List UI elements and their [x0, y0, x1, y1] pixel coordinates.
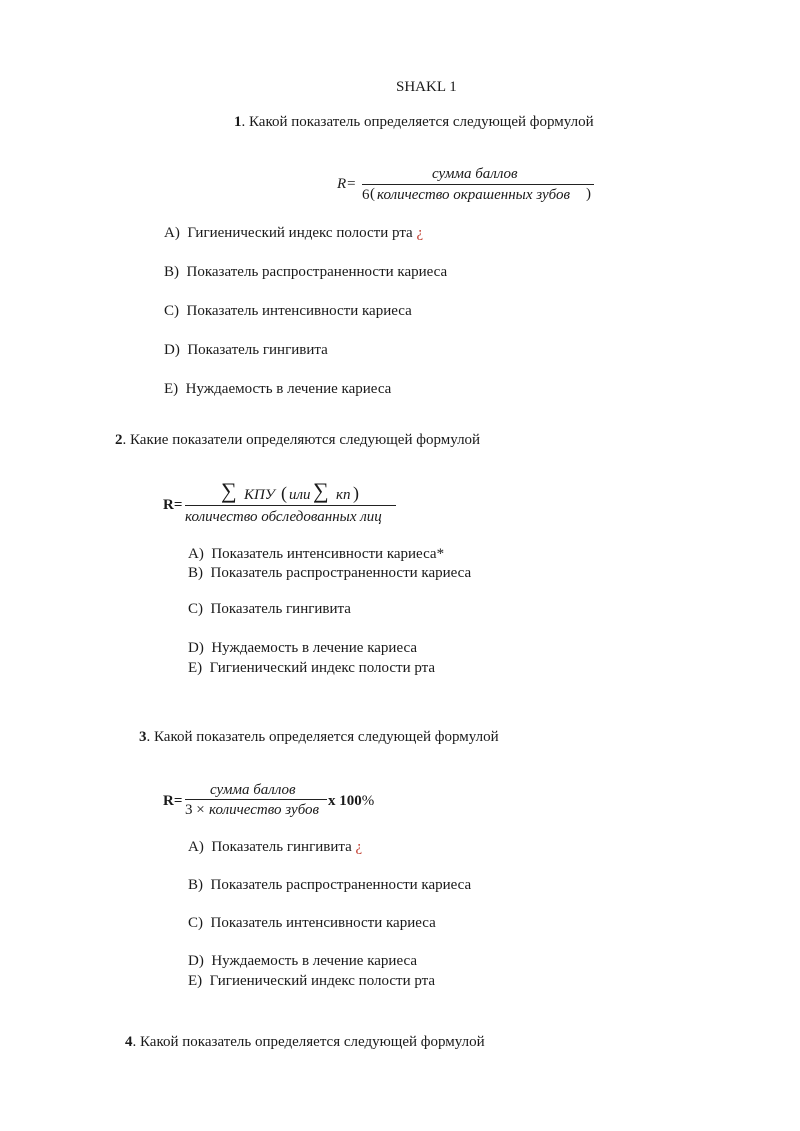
option-3c	[188, 914, 436, 932]
option-text: Показатель гингивита	[210, 601, 351, 617]
option-letter: E)	[188, 660, 203, 676]
option-text: Гигиенический индекс полости рта	[187, 225, 413, 241]
question-2	[115, 431, 480, 449]
formula-3-suffix: x 100	[328, 793, 362, 809]
formula-3-den-coef: 3 ×	[185, 802, 205, 818]
formula-3-lhs: R=	[163, 793, 183, 809]
option-text: Показатель гингивита	[211, 839, 352, 855]
option-letter: E)	[188, 973, 203, 989]
option-letter: D)	[164, 342, 180, 358]
question-1	[234, 113, 594, 131]
option-text: Показатель интенсивности кариеса*	[211, 546, 445, 562]
formula-1-close-paren: )	[586, 186, 591, 202]
option-1c	[164, 302, 412, 320]
question-3-number: 3	[139, 729, 147, 745]
formula-2-num-a: КПУ	[244, 487, 275, 503]
formula-2-open-paren: (	[281, 483, 287, 503]
formula-1-den-text: количество окрашенных зубов	[377, 187, 570, 203]
formula-2-lhs: R=	[163, 497, 183, 513]
option-letter: D)	[188, 953, 204, 969]
option-3e	[188, 972, 435, 990]
formula-1-open-paren: (	[370, 186, 375, 202]
option-letter: C)	[164, 303, 179, 319]
option-letter: D)	[188, 640, 204, 656]
option-2d	[188, 639, 417, 657]
option-3a	[188, 838, 362, 856]
formula-2-close-paren: )	[353, 483, 359, 503]
option-2e	[188, 659, 435, 677]
formula-2-num-c: кп	[336, 487, 351, 503]
question-4	[125, 1033, 485, 1051]
question-4-number: 4	[125, 1034, 133, 1050]
option-letter: A)	[188, 839, 204, 855]
option-2b	[188, 564, 471, 582]
formula-1-den-coef: 6	[362, 187, 370, 203]
sum-symbol: ∑	[313, 478, 329, 503]
option-text: Гигиенический индекс полости рта	[209, 660, 436, 676]
question-2-number: 2	[115, 432, 123, 448]
formula-3-numerator: сумма баллов	[210, 782, 296, 798]
question-1-number: 1	[234, 114, 242, 130]
option-3d	[188, 952, 417, 970]
formula-3-den-text: количество зубов	[209, 802, 320, 818]
option-text: Показатель гингивита	[187, 342, 328, 358]
option-1b	[164, 263, 447, 281]
option-letter: B)	[164, 264, 179, 280]
question-1-text: . Какой показатель определяется следующей формулой	[241, 114, 594, 130]
sum-symbol: ∑	[221, 478, 237, 503]
page-title: SHAKL 1	[396, 79, 457, 95]
option-text: Показатель интенсивности кариеса	[186, 303, 412, 319]
option-text: Гигиенический индекс полости рта	[209, 973, 436, 989]
question-3-text: . Какой показатель определяется следующей формулой	[146, 729, 499, 745]
option-text: Показатель распространенности кариеса	[210, 877, 472, 893]
option-2c	[188, 600, 351, 618]
formula-1-fraction-bar	[362, 184, 594, 185]
option-letter: B)	[188, 877, 203, 893]
answer-mark: ¿	[416, 225, 424, 241]
option-1a	[164, 224, 423, 242]
formula-2-fraction-bar	[185, 505, 396, 506]
question-2-text: . Какие показатели определяются следующей формулой	[122, 432, 481, 448]
answer-mark: ¿	[355, 839, 363, 855]
option-1d	[164, 341, 328, 359]
option-letter: A)	[164, 225, 180, 241]
option-text: Показатель интенсивности кариеса	[210, 915, 436, 931]
option-letter: E)	[164, 381, 179, 397]
option-letter: C)	[188, 601, 203, 617]
option-3b	[188, 876, 471, 894]
question-3	[139, 728, 499, 746]
option-text: Нуждаемость в лечение кариеса	[211, 640, 417, 656]
formula-3-multiplier	[328, 792, 374, 810]
option-letter: C)	[188, 915, 203, 931]
option-letter: A)	[188, 546, 204, 562]
formula-3-unit: %	[361, 793, 375, 809]
option-1e	[164, 380, 391, 398]
formula-2-denominator: количество обследованных лиц	[185, 509, 382, 525]
formula-1-lhs: R=	[337, 176, 357, 192]
option-text: Показатель распространенности кариеса	[186, 264, 448, 280]
formula-3-fraction-bar	[185, 799, 327, 800]
formula-1-numerator: сумма баллов	[432, 166, 518, 182]
option-text: Нуждаемость в лечение кариеса	[185, 381, 392, 397]
option-letter: B)	[188, 565, 203, 581]
option-text: Нуждаемость в лечение кариеса	[211, 953, 417, 969]
question-4-text: . Какой показатель определяется следующей формулой	[132, 1034, 485, 1050]
option-text: Показатель распространенности кариеса	[210, 565, 472, 581]
option-2a	[188, 545, 444, 563]
formula-2-num-b: или	[289, 487, 311, 503]
